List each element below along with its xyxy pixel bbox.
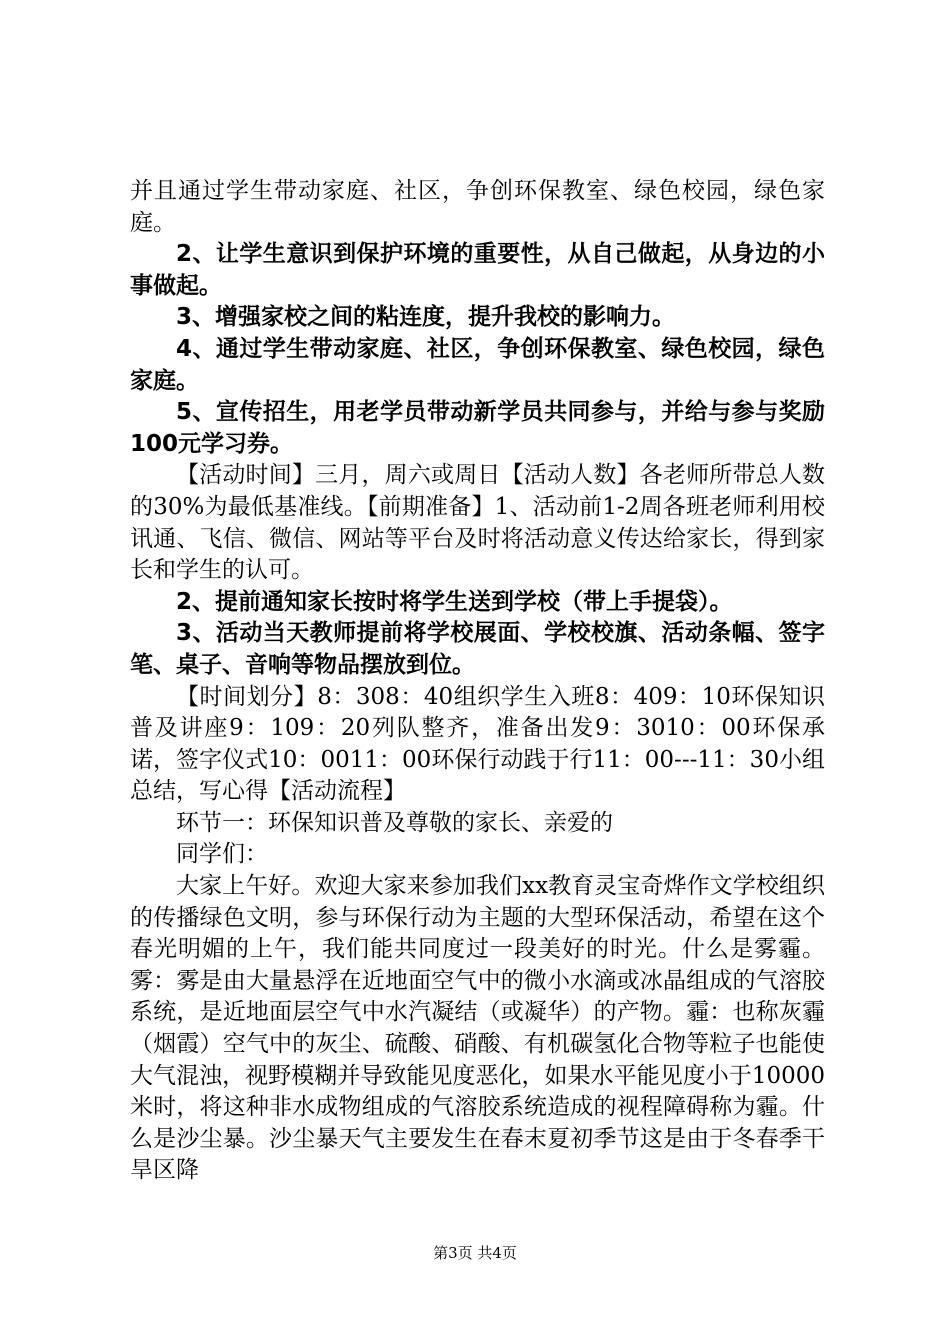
paragraph-intro-continuation: 并且通过学生带动家庭、社区，争创环保教室、绿色校园，绿色家庭。 [130,178,825,236]
paragraph-goal-4: 4、通过学生带动家庭、社区，争创环保教室、绿色校园，绿色家庭。 [130,335,825,394]
paragraph-section-one: 环节一：环保知识普及尊敬的家长、亲爱的 [176,809,613,836]
paragraph-goal-3: 3、增强家校之间的粘连度，提升我校的影响力。 [176,304,676,331]
paragraph-greeting: 同学们： [176,841,268,868]
paragraph-goal-5: 5、宣传招生，用老学员带动新学员共同参与，并给与参与奖励100元学习券。 [130,399,825,457]
document-body [130,176,825,1187]
paragraph-schedule: 【时间划分】8：308：40组织学生入班8：409：10环保知识普及讲座9：109：20列队整齐，准备出发9：3010：00环保承诺，签字仪式10：0011：00环保行动践于行11：00---11：30小组总结，写心得【活动流程】 [130,683,825,805]
paragraph-prep-2: 2、提前通知家长按时将学生送到学校（带上手提袋）。 [176,588,733,615]
page-number-footer: 第3页 共4页 [433,1244,517,1262]
paragraph-activity-time: 【活动时间】三月，周六或周日【活动人数】各老师所带总人数的30%为最低基准线。【前期准备】1、活动前1-2周各班老师利用校讯通、飞信、微信、网站等平台及时将活动意义传达给家长，得到家长和学生的认可。 [130,462,825,584]
paragraph-goal-2: 2、让学生意识到保护环境的重要性，从自己做起，从身边的小事做起。 [130,241,825,299]
paragraph-prep-3: 3、活动当天教师提前将学校展面、学校校旗、活动条幅、签字笔、桌子、音响等物品摆放到位。 [130,620,825,678]
paragraph-speech: 大家上午好。欢迎大家来参加我们xx教育灵宝奇烨作文学校组织的传播绿色文明，参与环保行动为主题的大型环保活动，希望在这个春光明媚的上午，我们能共同度过一段美好的时光。什么是雾霾。雾：雾是由大量悬浮在近地面空气中的微小水滴或冰晶组成的气溶胶系统，是近地面层空气中水汽凝结（或凝华）的产物。霾：也称灰霾（烟霞）空气中的灰尘、硫酸、硝酸、有机碳氢化合物等粒子也能使大气混浊，视野模糊并导致能见度恶化，如果水平能见度小于10000米时，将这种非水成物组成的气溶胶系统造成的视程障碍称为霾。什么是沙尘暴。沙尘暴天气主要发生在春末夏初季节这是由于冬春季干旱区降 [130,873,825,1184]
